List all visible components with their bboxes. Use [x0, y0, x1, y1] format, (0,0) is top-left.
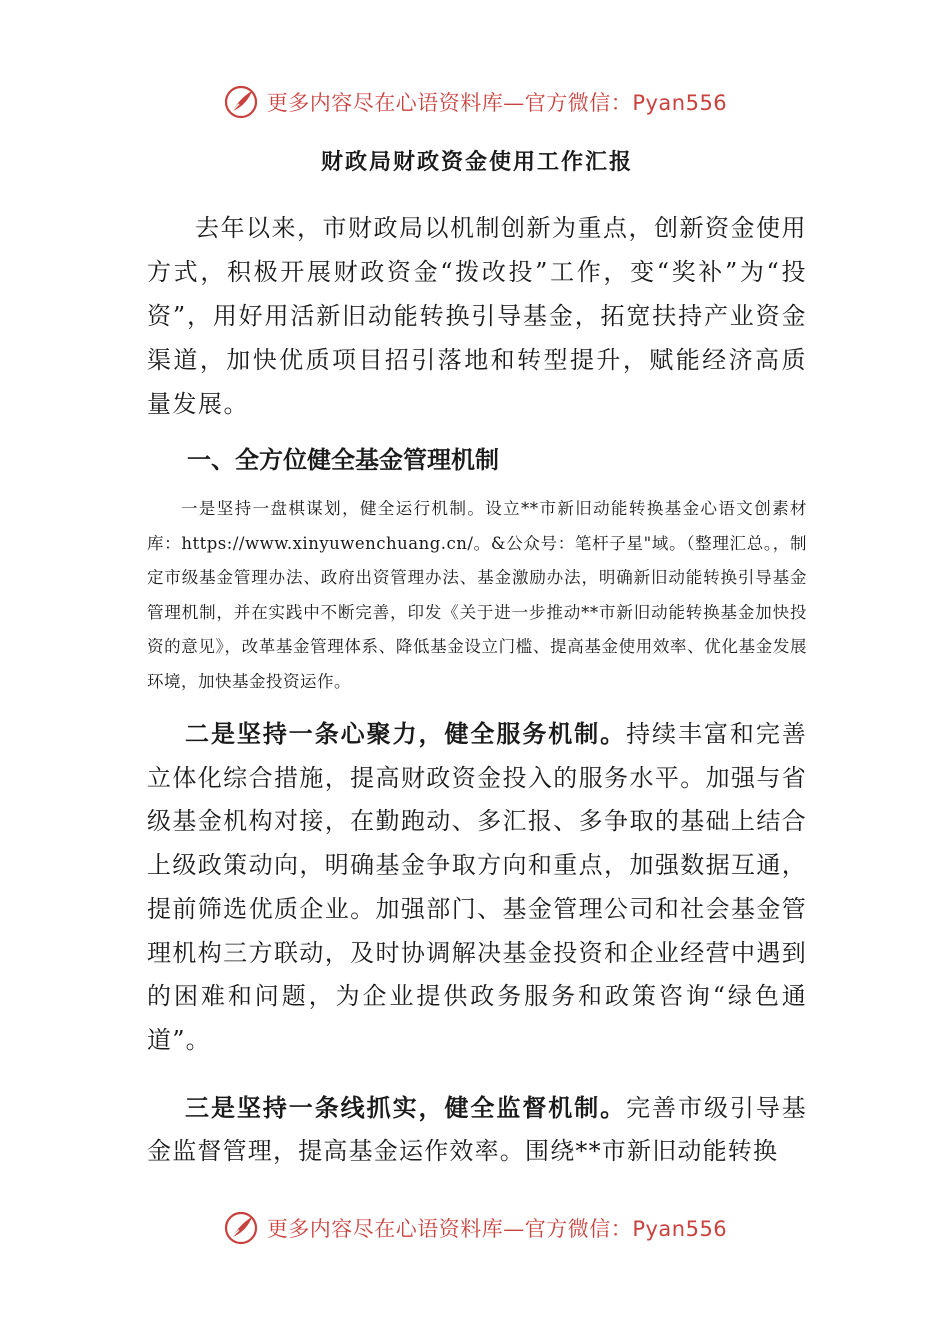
banner-text: 更多内容尽在心语资料库—官方微信：Pyan556 [266, 1217, 728, 1241]
item-3-paragraph [147, 1087, 807, 1174]
item-3-body: 完善市级引导基金监督管理，提高基金运作效率。围绕**市新旧动能转换 [147, 1093, 807, 1166]
document-page [147, 140, 807, 1174]
header-banner [0, 82, 950, 122]
item-2-body: 持续丰富和完善立体化综合措施，提高财政资金投入的服务水平。加强与省级基金机构对接，在勤跑动、多汇报、多争取的基础上结合上级政策动向，明确基金争取方向和重点，加强数据互通，提前筛选优质企业。加强部门、基金管理公司和社会基金管理机构三方联动，及时协调解决基金投资和企业经营中遇到的困难和问题，为企业提供政务服务和政策咨询“绿色通道”。 [147, 720, 807, 1054]
footer-banner [0, 1208, 950, 1248]
section-heading-1: 一、全方位健全基金管理机制 [187, 446, 499, 474]
wechat-id: Pyan556 [632, 1217, 728, 1241]
wechat-id: Pyan556 [632, 91, 728, 115]
item-3-lead: 三是坚持一条线抓实，健全监督机制。 [185, 1093, 627, 1122]
item-2-lead: 二是坚持一条心聚力，健全服务机制。 [185, 720, 627, 748]
intro-paragraph: 去年以来，市财政局以机制创新为重点，创新资金使用方式，积极开展财政资金“拨改投”工作，变“奖补”为“投资”，用好用活新旧动能转换引导基金，拓宽扶持产业资金渠道，加快优质项目招引落地和转型提升，赋能经济高质量发展。 [147, 214, 807, 418]
quill-pen-logo-icon [223, 1210, 259, 1246]
document-title: 财政局财政资金使用工作汇报 [320, 149, 633, 175]
quill-pen-logo-icon [223, 84, 259, 120]
banner-text: 更多内容尽在心语资料库—官方微信：Pyan556 [266, 91, 728, 115]
item-1-paragraph: 一是坚持一盘棋谋划，健全运行机制。设立**市新旧动能转换基金心语文创素材库：https://www.xinyuwenchuang.cn/。&公众号：笔杆子星"域。（整理汇总。，制定市级基金管理办法、政府出资管理办法、基金激励办法，明确新旧动能转换引导基金管理机制，并在实践中不断完善，印发《关于进一步推动**市新旧动能转换基金加快投资的意见》，改革基金管理体系、降低基金设立门槛、提高基金使用效率、优化基金发展环境，加快基金投资运作。 [147, 499, 807, 691]
item-2-paragraph [147, 713, 807, 1063]
